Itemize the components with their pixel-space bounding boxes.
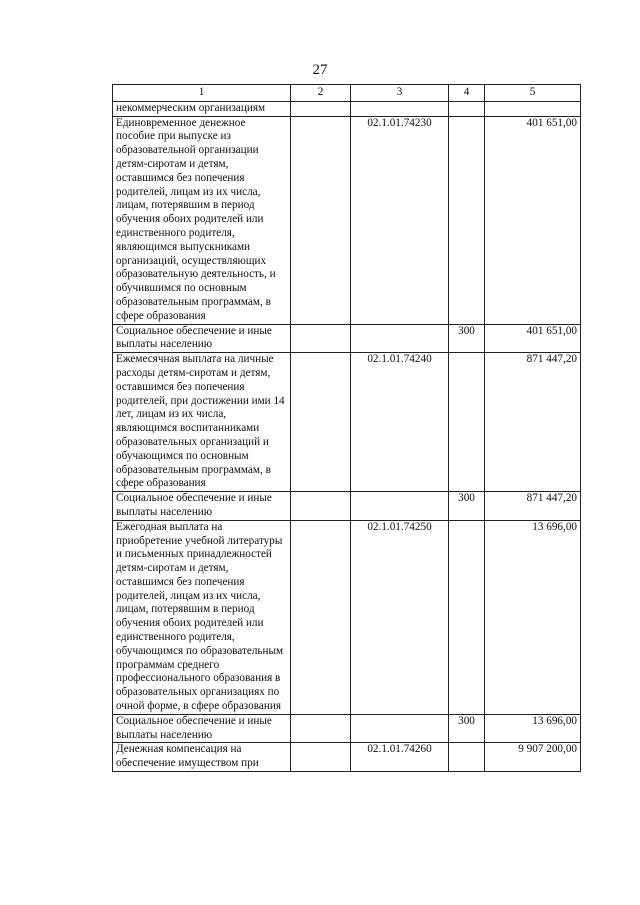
- row-col2: [291, 101, 351, 116]
- row-type: [449, 520, 485, 714]
- row-code: 02.1.01.74230: [351, 116, 449, 324]
- header-col-4: 4: [449, 85, 485, 102]
- row-col2: [291, 743, 351, 772]
- header-col-3: 3: [351, 85, 449, 102]
- row-sum: 401 651,00: [485, 116, 581, 324]
- row-name: Ежемесячная выплата на личные расходы детям-сиротам и детям, оставшимся без попечения родителей, при достижении ими 14 лет, лицам из их числа, являющимся воспитанниками образовательных организаций и обучающимся по основным образовательным программам, в сфере образования: [113, 353, 291, 492]
- row-code: 02.1.01.74260: [351, 743, 449, 772]
- row-name: Денежная компенсация на обеспечение имуществом при: [113, 743, 291, 772]
- row-name: Социальное обеспечение и иные выплаты населению: [113, 714, 291, 743]
- table-row: [113, 743, 581, 772]
- table-row: [113, 101, 581, 116]
- table-row: [113, 520, 581, 714]
- row-type: 300: [449, 492, 485, 521]
- row-name: Социальное обеспечение и иные выплаты населению: [113, 492, 291, 521]
- page-number: 27: [312, 62, 328, 78]
- row-sum: [485, 101, 581, 116]
- table-row: [113, 116, 581, 324]
- table-row: [113, 714, 581, 743]
- row-code: [351, 492, 449, 521]
- row-sum: 401 651,00: [485, 324, 581, 353]
- row-col2: [291, 116, 351, 324]
- row-type: [449, 353, 485, 492]
- row-sum: 9 907 200,00: [485, 743, 581, 772]
- budget-table: [112, 84, 581, 772]
- row-type: [449, 116, 485, 324]
- row-code: 02.1.01.74250: [351, 520, 449, 714]
- row-type: [449, 743, 485, 772]
- row-col2: [291, 714, 351, 743]
- row-code: [351, 324, 449, 353]
- header-col-2: 2: [291, 85, 351, 102]
- row-sum: 871 447,20: [485, 492, 581, 521]
- row-code: 02.1.01.74240: [351, 353, 449, 492]
- row-sum: 871 447,20: [485, 353, 581, 492]
- row-sum: 13 696,00: [485, 520, 581, 714]
- table-row: [113, 492, 581, 521]
- table-row: [113, 353, 581, 492]
- row-col2: [291, 353, 351, 492]
- row-name: Социальное обеспечение и иные выплаты населению: [113, 324, 291, 353]
- table-header-row: [113, 85, 581, 102]
- row-code: [351, 101, 449, 116]
- header-col-1: 1: [113, 85, 291, 102]
- row-sum: 13 696,00: [485, 714, 581, 743]
- row-type: 300: [449, 714, 485, 743]
- row-col2: [291, 492, 351, 521]
- row-name: некоммерческим организациям: [113, 101, 291, 116]
- row-type: 300: [449, 324, 485, 353]
- table-row: [113, 324, 581, 353]
- row-col2: [291, 520, 351, 714]
- row-col2: [291, 324, 351, 353]
- header-col-5: 5: [485, 85, 581, 102]
- row-code: [351, 714, 449, 743]
- row-name: Ежегодная выплата на приобретение учебной литературы и письменных принадлежностей детям-сиротам и детям, оставшимся без попечения родителей, лицам из их числа, лицам, потерявшим в период обучения обоих родителей или единственного родителя, обучающимся по образовательным программам среднего профессионального образования в образовательных организациях по очной форме, в сфере образования: [113, 520, 291, 714]
- row-name: Единовременное денежное пособие при выпуске из образовательной организации детям-сиротам и детям, оставшимся без попечения родителей, лицам из их числа, лицам, потерявшим в период обучения обоих родителей или единственного родителя, являющимся выпускниками организаций, осуществляющих образовательную деятельность, и обучившимся по основным образовательным программам, в сфере образования: [113, 116, 291, 324]
- row-type: [449, 101, 485, 116]
